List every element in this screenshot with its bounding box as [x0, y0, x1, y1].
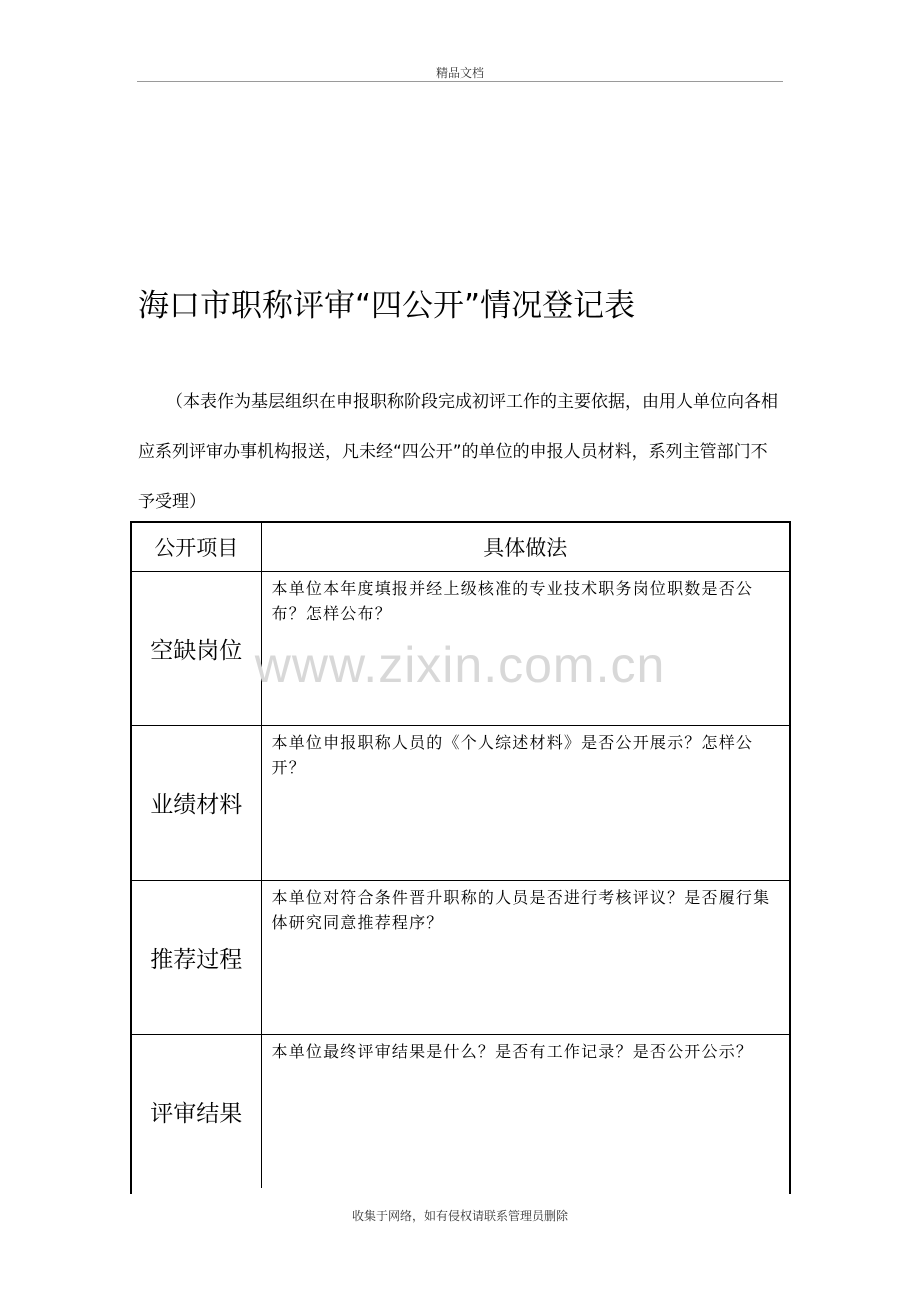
header-divider	[137, 81, 783, 82]
column-header-method: 具体做法	[261, 522, 790, 572]
table-row	[131, 726, 790, 880]
intro-paragraph: （本表作为基层组织在申报职称阶段完成初评工作的主要依据，由用人单位向各相应系列评审办事机构报送，凡未经“四公开”的单位的申报人员材料，系列主管部门不予受理）	[138, 392, 778, 512]
table-row	[131, 1034, 790, 1188]
watermark: www.zixin.com.cn	[254, 637, 666, 693]
column-header-item: 公开项目	[131, 522, 261, 572]
item-method-cell: 本单位本年度填报并经上级核准的专业技术职务岗位职数是否公布？怎样公布？	[261, 572, 790, 726]
document-title: 海口市职称评审“四公开”情况登记表	[138, 288, 636, 324]
item-name-cell: 评审结果	[131, 1034, 261, 1188]
item-name-cell: 业绩材料	[131, 726, 261, 880]
page-footer: 收集于网络，如有侵权请联系管理员删除	[351, 1209, 568, 1223]
item-method-cell: 本单位对符合条件晋升职称的人员是否进行考核评议？是否履行集体研究同意推荐程序？	[261, 880, 790, 1034]
item-name-cell: 推荐过程	[131, 880, 261, 1034]
table-border-extension-left	[130, 1188, 132, 1194]
item-method-cell: 本单位最终评审结果是什么？是否有工作记录？是否公开公示？	[261, 1034, 790, 1188]
item-name-cell: 空缺岗位	[131, 572, 261, 726]
page-header: 精品文档	[435, 66, 484, 80]
item-method-cell: 本单位申报职称人员的《个人综述材料》是否公开展示？怎样公开？	[261, 726, 790, 880]
table-row	[131, 572, 790, 726]
table-header-row	[131, 522, 790, 572]
table-row	[131, 880, 790, 1034]
table-border-extension-right	[789, 1188, 791, 1194]
registration-table	[130, 521, 791, 1188]
